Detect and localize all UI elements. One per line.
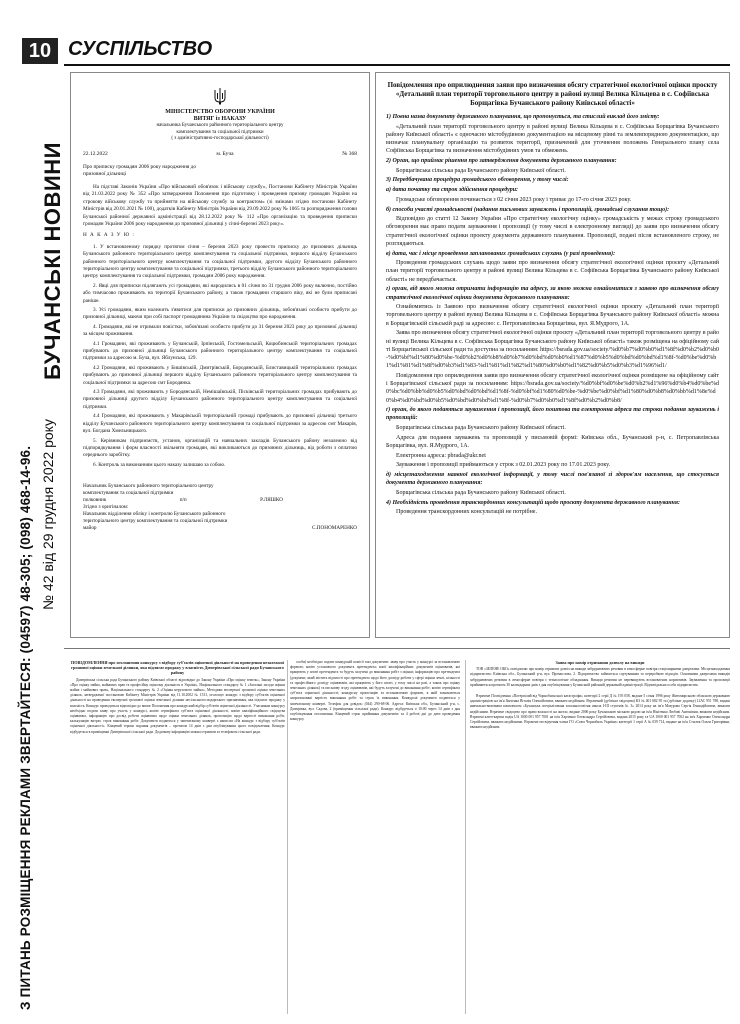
- signatory-position: Начальник відділення обліку і контролю Бучанського районного територіального центру комплектування та соціальної підтримки: [83, 511, 228, 525]
- valuation-notice-text: особи) необхідно подати конкурсній комісії такі документи: заяву про участь у конкурсі за встановленою формою; копію установчого документа претендента; копії кваліфікаційних документів оцінювачів, які працюють у штаті претендента та будуть залучені до виконання робіт з оцінки; інформацію про претендента (документ, який містить відомості про претендента щодо його досвіду роботи у сфері оцінки землі, кількості та професійного досвіду оцінювачів, які працюють у його штаті, у тому числі на разі, а також про оцінку земельних ділянок) та письмову згоду оцінювачів, які будуть залучені до виконання робіт; копію сертифіката суб'єкта оціночної діяльності; конкурсну пропозицію за встановленою формою, в якій зазначаються запропоновані вартість виконання робіт та строк їх виконання. Конкурсні документи подаються у запечатаному конверті. Телефон для довідок: (044) 290-68-06. Адреса: Київська обл., Бучанський р-н, с. Дмитрівка, вул. Садова, 2 (приміщення сільської ради). Конкурс відбудеться о 10:00 через 14 днів з дня опублікування оголошення. Кінцевий строк приймання документів: за 4 робочі дні до дати проведення конкурсу.: [290, 660, 460, 722]
- order-item: 4. Громадяни, які не отримали повістки, зобов'язані особисто прибути до 31 березня 2023 року до призовної дільниці за місцем проживання.: [83, 323, 357, 338]
- ads-contact-line: З ПИТАНЬ РОЗМІЩЕННЯ РЕКЛАМИ ЗВЕРТАЙТЕСЯ: (04597) 48-305; (098) 468-14-96.: [18, 445, 33, 1010]
- signatory-name: Р.ЛЯШКО: [260, 497, 283, 504]
- issuer-line: комплектування та соціальної підтримки: [176, 129, 264, 135]
- issue-info: № 42 від 29 грудня 2022 року: [40, 419, 56, 610]
- page-number: 10: [22, 38, 58, 64]
- order-meta: [83, 151, 357, 158]
- notice-answer: Заява про визначення обсягу стратегічної екологічної оцінки проєкту «Детальний план території торговельного центру в районі вулиці Велика Кільцева в с. Софіївська Борщагівка Бучанського району Київської області» також розміщена на офіційному сайті Борщагівської сільської ради та доступна за посиланням: https://bsrada.gov.ua/society/%d0%b7%d0%b0%d1%8f%d0%b2%d0%b0-%d0%bf%d1%80%d0%be-%d0%b2%d0%b8%d0%b7%d0%bd%d0%b0%d1%87%d0%b5%d0%bd%d0%bd%d1%8f-%d0%be%d0%b1%d1%81%d1%8f%d0%b3%d1%83-%d1%81%d1%82%d1%80%d0%b0%d1%82%d0%b5%d0%b3%d1%96%d1/: [386, 330, 719, 370]
- notice-question: 2) Орган, що приймає рішення про затвердження документа державного планування:: [386, 158, 617, 165]
- notice-title: Повідомлення про оприлюднення заяви про визначення обсягу стратегічної екологічної оцінки проєкту «Детальний план території торговельного центру в районі вулиці Велика Кільцева в с. Софіївська Борщагівка Бучанського району Київської області»: [387, 81, 718, 107]
- order-item: 4.3 Громадяни, які проживають у Бородянській, Немішаївській, Пісківській територіальних громадах прибувають до призовної дільниці другого відділу Бучанського районного територіального центру комплектування та соціальної підтримки.: [83, 389, 357, 410]
- notice-answer: «Детальний план території торговельного центру в районі вулиці Велика Кільцева в с. Софіївська Борщагівка Бучанського району Київської області» є одночасно містобудівною документацією на місцевому рівні та землевпорядною документацією, що визначає планувальну організацію та розвиток території, призначений для уточнення положень Генерального плану села Софіївська Борщагівка та визначення містобудівних умов та обмежень.: [386, 123, 719, 155]
- permit-notice-title: Заява про намір отримання дозволу на викиди: [555, 660, 645, 665]
- permit-and-lost-docs: [470, 660, 730, 1014]
- notice-answer: Повідомлення про оприлюднення заяви про визначення обсягу стратегічної екологічної оцінки розміщене на офіційному сайті Борщагівської сільської ради за посиланням: https://bsrada.gov.ua/society/%d0%bf%d0%be%d0%b2%d1%96%d0%b4%d0%be%d0%bc%d0%bb%d0%b5%d0%bd%d0%bd%d1%8f-%d0%bf%d1%80%d0%be-%d0%be%d0%bf%d1%80%d0%b8%d0%bb%d1%8e%d0%b4%d0%bd%d0%b5%d0%bd%d0%bd%d1%8f-%d0%b7%d0%b0%d1%8f%d0%b2%d0%b8/: [386, 372, 719, 404]
- notice-answer: Електронна адреса: pbrada@ukr.net: [396, 452, 486, 459]
- notice-answer: Проведення транскордонних консультацій не потрібне.: [396, 509, 537, 516]
- notice-question: 1) Повна назва документу державного планування, що пропонується, та стислий виклад його змісту:: [386, 114, 660, 120]
- notice-question: д) місцезнаходження наявної екологічної інформації, у тому числі пов'язаної зі здоров'ям населення, що стосується документа державного планування:: [386, 472, 719, 487]
- notice-answer: Адреса для подання зауважень та пропозицій у письмовій формі: Київська обл., Бучанський р-н, с. Петропавлівська Борщагівка, вул. Я.Мудрого, 1А.: [386, 434, 719, 450]
- notice-question: 3) Передбачувана процедура громадського обговорення, у тому числі:: [386, 177, 569, 184]
- valuation-notice-text: Дмитрівська сільська рада Бучанського району Київської області відповідно до Закону України «Про оцінку земель», Закону України «Про оцінку майна, майнових прав та професійну оціночну діяльність в Україні», Національного стандарту № 1 «Загальні засади оцінки майна і майнових прав», Національного стандарту № 2 «Оцінка нерухомого майна», Методики експертної грошової оцінки земельних ділянок, затвердженої постановою Кабінету Міністрів України від 11.10.2002 № 1531, оголошує конкурс з відбору суб'єктів оціночної діяльності на проведення експертної грошової оцінки земельної ділянки несільськогосподарського призначення, яка підлягає продажу у власність. Конкурс проводиться відповідно до вимог Положення про конкурсний відбір суб'єктів оціночної діяльності. Учасникам конкурсу необхідно подати заяву про участь у конкурсі, копію сертифіката суб'єкта оціночної діяльності, копію кваліфікаційного свідоцтва оцінювача, інформацію про досвід роботи оцінювача щодо оцінки земельних ділянок, пропозицію щодо вартості виконання робіт, калькуляцію витрат, строк виконання робіт. Документи подаються у запечатаному конверті з написом «На конкурс з відбору суб'єктів оціночної діяльності». Кінцевий термін подання документів – протягом 14 днів з дня опублікування цього повідомлення. Конкурс відбудеться в приміщенні Дмитрівської сільської ради. Додаткову інформацію можна отримати за телефоном сільської ради.: [70, 677, 285, 734]
- notice-answer: Проведення громадських слухань щодо заяви про визначення обсягу стратегічної екологічної оцінки проєкту «Детальний план території торговельного центру в районі вулиці Велика Кільцева в с. Софіївська Борщагівка Бучанського району Київської області» не передбачається.: [386, 260, 719, 283]
- order-item: 1. У встановленому порядку протягом січня – березня 2023 року провести приписку до призовних дільниць Бучанського районного територіального центру комплектування та соціальної підтримки, першого відділу Бучанського районного територіального центру комплектування та соціальної підтримки, другого відділу Бучанського районного територіального центру комплектування та соціальної підтримки, третього відділу Бучанського районного територіального центру комплектування та соціальної підтримки, громадян 2006 року народження.: [83, 243, 357, 280]
- order-item: 4.1 Громадяни, які проживають у Бучанській, Ірпінській, Гостомельській, Коцюбинській територіальних громадах прибувають до призовної дільниці Бучанського районного територіального центру комплектування та соціальної підтримки за адресою м. Буча, вул. Яблунська, 129.: [83, 340, 357, 362]
- trident-emblem-icon: [214, 87, 226, 105]
- signatory-position: Начальник Бучанського районного територіального центру комплектування та соціальної підтримки: [83, 483, 214, 497]
- permit-notice-text: ТОВ «ЗЕЛЕНЕ ОКО» повідомляє про намір отримати дозвіл на викиди забруднюючих речовин в атмосферне повітря стаціонарними джерелами. Місцезнаходження підприємства: Київська обл., Бучанський р-н, вул. Промислова, 2. Підприємство займається сортуванням та переробкою відходів. Основними джерелами викидів забруднюючих речовин в атмосферне повітря є технологічне обладнання. Викиди речовин не перевищують встановлених нормативів. Зауваження та пропозиції приймаються протягом 30 календарних днів з дня опублікування у Бучанській районній державній адміністрації. Відповідальна особа підприємства.: [470, 667, 730, 687]
- notice-answer: Ознайомитись із Заявою про визначення обсягу стратегічної екологічної оцінки проєкту «Детальний план території торговельного центру в районі вулиці Велика Кільцева в с. Софіївська Борщагівка Бучанського району Київської області» можна в Борщагівській сільській раді за адресою: с. Петропавлівська Борщагівка, вул. Я.Мудрого, 1А.: [386, 304, 719, 327]
- order-item: 4.2 Громадяни, які проживають у Бишівській, Дмитрівській, Бородянській, Блиставицькій територіальних громадах прибувають до призовної дільниці першого відділу Бучанського районного територіального центру комплектування та соціальної підтримки за адресою смт Бородянка.: [83, 364, 357, 386]
- sidebar: [0, 0, 65, 1024]
- order-item: 6. Контроль за виконанням цього наказу залишаю за собою.: [93, 461, 226, 468]
- valuation-notice-continued: [290, 660, 460, 1014]
- signature-block: [83, 483, 357, 532]
- notice-question: а) дата початку та строк здійснення процедури:: [386, 187, 519, 194]
- order-preamble: На підставі Законів України «Про військовий обов'язок і військову службу», Постанови Кабінету Міністрів України від 21.03.2022 року № 352 «Про затвердження Положення про підготовку і проведення призову громадян України на строкову військову службу та прийняття на військову службу за контрактом» (зі змінами згідно постанови Кабінету Міністрів від 20.01.2021 № 100), додатків Кабінету Міністрів України від 29.09.2022 року № 1065 та розпорядження голови Бучанської районної державної адміністрації від 28.12.2022 року № 112 «Про організацію та проведення приписки громадян України 2006 року народження до призовної дільниці у січні-березні 2023 року».: [83, 183, 357, 227]
- order-date: 22.12.2022: [83, 150, 108, 157]
- order-item: 5. Керівникам підприємств, установ, організацій та навчальних закладів Бучанського району незалежно від підпорядкування і форм власності звільняти громадян, які викликаються до призовних дільниць, від роботи з оплатою середнього заробітку.: [83, 437, 357, 459]
- section-title: СУСПІЛЬСТВО: [68, 38, 213, 60]
- notice-answer: Борщагівська сільська рада Бучанського району Київської області.: [396, 425, 566, 432]
- notice-question: б) способи участі громадськості (надання письмових зауважень і пропозицій, громадські слухання тощо):: [386, 206, 670, 213]
- order-extract: [70, 72, 370, 638]
- order-item: 4.4 Громадяни, які проживають у Макарівській територіальній громаді прибувають до призовної дільниці третього відділу Бучанського районного територіального центру комплектування та соціальної підтримки за адресою смт Макарів, вул. Богдана Хмельницького.: [83, 413, 357, 435]
- column-rule: [465, 660, 466, 1014]
- order-number: № 368: [342, 150, 357, 157]
- notice-question: ґ) орган, до якого подаються зауваження і пропозиції, його поштова та електронна адреса та строки подання зауважень і пропозицій:: [386, 407, 719, 422]
- notice-answer: Борщагівська сільська рада Бучанського району Київської області.: [396, 167, 566, 174]
- signatory-rank: полковник: [83, 497, 107, 504]
- section-divider: [64, 648, 730, 649]
- issuer-line: начальника Бучанського районного територіального центру: [156, 123, 284, 128]
- order-title: Про приписку громадян 2006 року народження до призовної дільниці: [83, 163, 197, 177]
- order-place: м. Буча: [216, 150, 234, 157]
- column-rule: [287, 660, 288, 1014]
- notice-question: г) орган, від якого можна отримати інформацію та адресу, за якою можна ознайомитися з заявою про визначення обсягу стратегічної екологічної оцінки документа державного планування:: [386, 286, 719, 301]
- ministry-name: МІНІСТЕРСТВО ОБОРОНИ УКРАЇНИ: [165, 109, 275, 115]
- valuation-notice-title: ПОВІДОМЛЕННЯ про оголошення конкурсу з відбору суб'єктів оціночної діяльності на проведення незалежної грошової оцінки земельної ділянки, яка підлягає продажу у власність Дмитрівської сільської ради Бучанського району: [71, 660, 284, 676]
- newspaper-brand: БУЧАНСЬКІ НОВИНИ: [40, 142, 65, 380]
- true-copy-label: Згідно з оригіналом:: [83, 504, 129, 511]
- section-header: [64, 36, 730, 66]
- notice-answer: Борщагівська сільська рада Бучанського району Київської області.: [396, 490, 566, 497]
- lost-documents-text: Втрачене Посвідчення «Потерпілий від Чорнобильської катастрофи» категорії 2 серії Д № 195 058, видане 5 січня 1996 року Житомирською обласною державною адміністрацією на ім'я Зінченка Віталія Олексійовича, вважати недійсним. Втрачений (дублікат свідоцтва) КЗ № 401 682 95 та (дублікат додатку) 12АС 951 788, видані навчально-виховним комплексом «Бучанська спеціалізована загальноосвітня школа І-ІІІ ступенів № 3» 2014 року на ім'я Мазурова Сергія Геннадійовича, вважати недійсними. Втрачене свідоцтво про право власності на житло, видане 2006 року Бучанською міською радою на ім'я Нікітенко Любові Антонівни, вважати недійсним. Втрачені ключ-картки водія UA 1000 001 957 7001 на ім'я Харченко Олександра Сергійовича, видана 2015 року та UA 1000 001 957 7002 на ім'я Харченко Олександра Сергійовича, вважати недійсними. Втрачене посвідчення члена ГО «Союз Чорнобиль України» категорії 1 серії А № 039 714, видане на ім'я Стасюк Ольги Григорівни, вважати недійсним.: [470, 694, 730, 730]
- signatory-name: С.ПОНОМАРЕНКО: [312, 525, 357, 532]
- sea-notice: [375, 72, 730, 638]
- order-command: Н А К А З У Ю :: [83, 232, 135, 239]
- order-item: 2. Явці для приписки підлягають усі громадяни, які народились в 01 січня по 31 грудня 2006 року включно, постійно або тимчасово проживають на території Бучанського району, а також громадяни старшого віку, які не були приписані раніше.: [83, 282, 357, 304]
- signatory-rank: майор: [83, 525, 97, 532]
- order-kind: ВИТЯГ із НАКАЗУ: [193, 116, 247, 122]
- notice-answer: Громадське обговорення починається з 02 січня 2023 року і триває до 17-го січня 2023 року.: [396, 196, 632, 203]
- order-item: 3. Усі громадяни, яким належить з'явитися для приписки до призовних дільниць, зобов'язані особисто прибути до призовної дільниці, маючи при собі паспорт громадянина України та свідоцтво про народження.: [83, 307, 357, 321]
- notice-question: 4) Необхідність проведення транскордонних консультацій щодо проєкту документа державного планування:: [386, 499, 680, 506]
- notice-question: в) дата, час і місце проведення запланованих громадських слухань (у разі проведення):: [386, 250, 616, 257]
- signature-mark: п/п: [179, 497, 187, 504]
- notice-answer: Відповідно до статті 12 Закону України «Про стратегічну екологічну оцінку» громадськість у межах строку громадського обговорення має право подати зауваження і пропозиції (у тому числі в електронному вигляді) до заяви про визначення обсягу стратегічної екологічної оцінки проекту документа державного планування. Пропозиції, подані після встановленого строку, не розглядаються.: [386, 216, 719, 247]
- valuation-notice: [70, 660, 285, 1014]
- issuer-line: ( з адміністративно-господарської діяльності): [171, 136, 269, 141]
- notice-answer: Зауваження і пропозиції приймаються у строк з 02.01.2023 року по 17.01.2023 року.: [396, 462, 611, 469]
